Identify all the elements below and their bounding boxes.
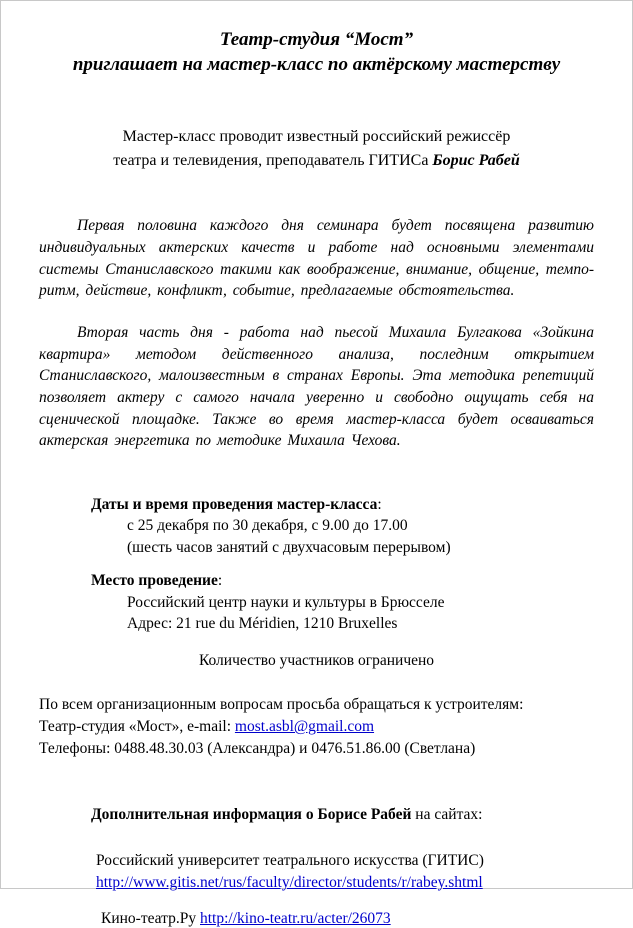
kino-teatr-prefix: Кино-театр.Ру xyxy=(101,910,200,928)
schedule-dates: с 25 декабря по 30 декабря, с 9.00 до 17.00 xyxy=(127,517,408,535)
schedule-hours-note: (шесть часов занятий с двухчасовым перерывом) xyxy=(127,538,451,556)
intro-line-2: театра и телевидения, преподаватель ГИТИСа xyxy=(113,152,433,170)
schedule-section xyxy=(39,494,594,558)
more-info-label-rest: на сайтах: xyxy=(411,806,483,824)
seminar-description-paragraph-1: Первая половина каждого дня семинара будет посвящена развитию индивидуальных актерских качеств и работе над основными элементами системы Станиславского такими как воображение, внимание, общение, темпо-ритм, действие, конфликт, событие, предлагаемые обстоятельства. xyxy=(39,217,594,300)
gitis-link[interactable]: http://www.gitis.net/rus/faculty/director/students/r/rabey.shtml xyxy=(96,874,483,892)
contacts-section xyxy=(39,694,594,760)
title-line-1: Театр-студия “Мост” xyxy=(219,29,414,50)
contacts-phones-line: Телефоны: 0488.48.30.03 (Александра) и 0476.51.86.00 (Светлана) xyxy=(39,740,476,758)
venue-colon: : xyxy=(217,572,223,590)
document-title xyxy=(39,27,594,77)
schedule-colon: : xyxy=(377,496,382,514)
document-page xyxy=(1,1,632,928)
more-info-heading xyxy=(39,806,594,824)
title-line-2: приглашает на мастер-класс по актёрскому мастерству xyxy=(72,54,561,76)
venue-address: Адрес: 21 rue du Méridien, 1210 Bruxelles xyxy=(127,614,398,632)
venue-name: Российский центр науки и культуры в Брюсселе xyxy=(127,593,445,611)
contacts-email-line xyxy=(39,716,594,738)
gitis-link-line xyxy=(96,872,594,894)
kino-teatr-line xyxy=(39,910,594,928)
gitis-site-block xyxy=(39,850,594,894)
more-info-label: Дополнительная информация о Борисе Рабей xyxy=(91,806,412,824)
venue-label: Место проведение xyxy=(91,572,218,590)
venue-heading xyxy=(91,570,594,591)
venue-section xyxy=(39,570,594,634)
intro-paragraph xyxy=(39,125,594,173)
participants-note: Количество участников ограничено xyxy=(198,652,435,670)
presenter-name: Борис Рабей xyxy=(432,152,520,170)
contacts-intro-line: По всем организационным вопросам просьба обращаться к устроителям: xyxy=(39,696,524,714)
email-link[interactable]: most.asbl@gmail.com xyxy=(234,718,375,736)
kino-teatr-link[interactable]: http://kino-teatr.ru/acter/26073 xyxy=(200,910,391,928)
intro-line-1: Мастер-класс проводит известный российский режиссёр xyxy=(122,128,511,146)
seminar-description-paragraph-2: Вторая часть дня - работа над пьесой Михаила Булгакова «Зойкина квартира» методом действенного анализа, последним открытием Станиславского, малоизвестным в странах Европы. Эта методика репетиций позволяет актеру с самого начала уверенно и свободно ощущать себя на сценической площадке. Также во время мастер-класса будет осваиваться актерская энергетика по методике Михаила Чехова. xyxy=(39,323,594,450)
contacts-email-prefix: Театр-студия «Мост», e-mail: xyxy=(39,718,235,736)
schedule-label: Даты и время проведения мастер-класса xyxy=(91,496,378,514)
gitis-site-name: Российский университет театрального искусства (ГИТИС) xyxy=(96,852,484,870)
schedule-heading xyxy=(91,494,594,515)
